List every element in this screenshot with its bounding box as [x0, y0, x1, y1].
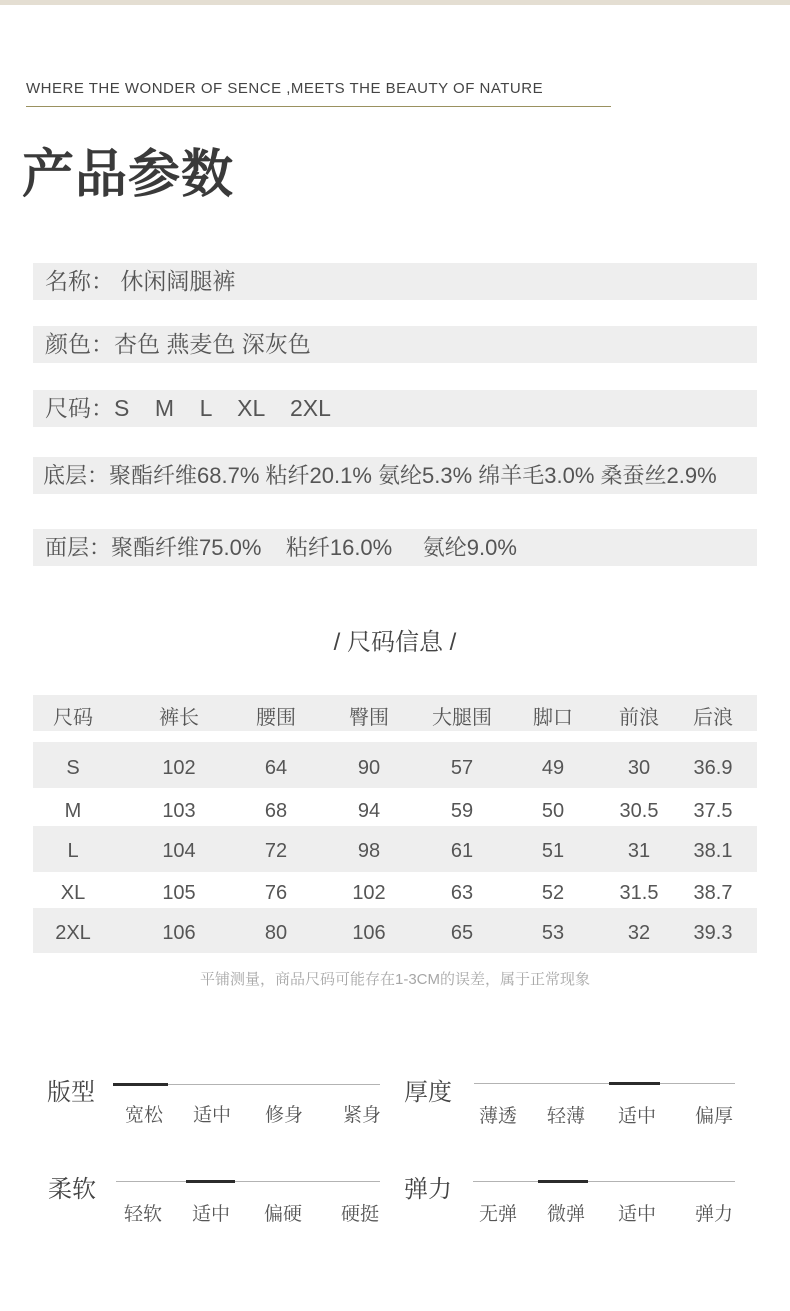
scale-option: 薄透	[478, 1106, 518, 1127]
scale-title: 柔软	[48, 1176, 96, 1203]
table-cell: 38.7	[693, 882, 733, 904]
param-label: 底层：	[43, 463, 110, 488]
table-cell: 63	[450, 882, 474, 904]
scale-option: 适中	[192, 1105, 232, 1126]
table-cell: 68	[264, 800, 288, 822]
scale-option: 适中	[191, 1204, 231, 1225]
table-cell: 57	[450, 757, 474, 779]
table-header-cell: 脚口	[533, 707, 573, 729]
scale-option: 无弹	[478, 1204, 518, 1225]
param-row-color	[33, 326, 757, 363]
table-cell: 106	[352, 922, 386, 944]
scale-option: 适中	[617, 1204, 657, 1225]
table-header-cell: 前浪	[619, 707, 659, 729]
table-header-cell: 尺码	[53, 707, 93, 729]
table-cell: 51	[541, 840, 565, 862]
table-cell: 32	[627, 922, 651, 944]
scale-option: 硬挺	[340, 1204, 380, 1225]
table-cell: 31.5	[619, 882, 659, 904]
table-cell: 2XL	[55, 922, 91, 944]
table-cell: 53	[541, 922, 565, 944]
scale-selected-marker	[609, 1082, 660, 1085]
table-cell: 102	[162, 757, 196, 779]
param-value: 聚酯纤维68.7% 粘纤20.1% 氨纶5.3% 绵羊毛3.0% 桑蚕丝2.9%	[109, 463, 717, 488]
param-label: 名称：	[45, 268, 114, 294]
table-cell: 52	[541, 882, 565, 904]
top-strip	[0, 0, 790, 5]
size-section-heading: / 尺码信息 /	[333, 629, 457, 656]
param-value: 杏色 燕麦色 深灰色	[114, 331, 311, 357]
scale-option: 偏厚	[694, 1106, 734, 1127]
table-cell: 50	[541, 800, 565, 822]
param-row-name	[33, 263, 757, 300]
table-header-cell: 大腿围	[432, 707, 492, 729]
tagline: WHERE THE WONDER OF SENCE ,MEETS THE BEAUTY OF NATURE	[26, 80, 544, 97]
scale-option: 宽松	[124, 1105, 164, 1126]
table-cell: 59	[450, 800, 474, 822]
table-cell: 65	[450, 922, 474, 944]
table-header-cell: 裤长	[159, 707, 199, 729]
tagline-rule	[26, 106, 611, 107]
param-value: S M L XL 2XL	[114, 395, 331, 421]
param-label: 面层：	[45, 535, 112, 560]
param-row-lining	[33, 457, 757, 494]
table-cell: 98	[357, 840, 381, 862]
param-label: 尺码：	[45, 395, 114, 421]
scale-option: 适中	[617, 1106, 657, 1127]
table-cell: 49	[541, 757, 565, 779]
table-cell: 103	[162, 800, 196, 822]
table-header-cell: 臀围	[349, 707, 389, 729]
scale-option: 偏硬	[263, 1204, 303, 1225]
scale-selected-marker	[186, 1180, 235, 1183]
table-cell: 76	[264, 882, 288, 904]
scale-option: 微弹	[546, 1204, 586, 1225]
table-cell: 64	[264, 757, 288, 779]
scale-option: 轻薄	[546, 1106, 586, 1127]
param-value: 休闲阔腿裤	[114, 268, 236, 294]
scale-track	[116, 1181, 380, 1182]
scale-option: 修身	[264, 1105, 304, 1126]
scale-title: 弹力	[404, 1176, 452, 1203]
table-cell: 105	[162, 882, 196, 904]
table-cell: 72	[264, 840, 288, 862]
table-cell: 36.9	[693, 757, 733, 779]
table-cell: 30	[627, 757, 651, 779]
scale-track	[473, 1181, 735, 1182]
scale-selected-marker	[538, 1180, 588, 1183]
table-cell: L	[67, 840, 79, 862]
table-cell: 30.5	[619, 800, 659, 822]
param-label: 颜色：	[45, 331, 114, 357]
table-header-cell: 腰围	[256, 707, 296, 729]
table-cell: M	[64, 800, 82, 822]
param-row-shell	[33, 529, 757, 566]
page-title: 产品参数	[22, 146, 235, 204]
scale-option: 弹力	[694, 1204, 734, 1225]
param-value: 聚酯纤维75.0% 粘纤16.0% 氨纶9.0%	[111, 535, 517, 560]
table-cell: XL	[60, 882, 86, 904]
table-cell: 38.1	[693, 840, 733, 862]
table-cell: 90	[357, 757, 381, 779]
table-cell: 39.3	[693, 922, 733, 944]
table-cell: 31	[627, 840, 651, 862]
table-cell: 104	[162, 840, 196, 862]
scale-selected-marker	[113, 1083, 168, 1086]
param-row-size	[33, 390, 757, 427]
table-cell: 80	[264, 922, 288, 944]
table-cell: 106	[162, 922, 196, 944]
table-header-cell: 后浪	[693, 707, 733, 729]
scale-option: 紧身	[342, 1105, 382, 1126]
table-cell: 37.5	[693, 800, 733, 822]
table-cell: 102	[352, 882, 386, 904]
measurement-note: 平铺测量，商品尺码可能存在1-3CM的误差，属于正常现象	[199, 971, 590, 988]
scale-option: 轻软	[123, 1204, 163, 1225]
scale-title: 版型	[47, 1079, 95, 1106]
table-cell: 61	[450, 840, 474, 862]
table-cell: S	[66, 757, 80, 779]
scale-track	[474, 1083, 735, 1084]
table-cell: 94	[357, 800, 381, 822]
scale-title: 厚度	[404, 1079, 452, 1106]
